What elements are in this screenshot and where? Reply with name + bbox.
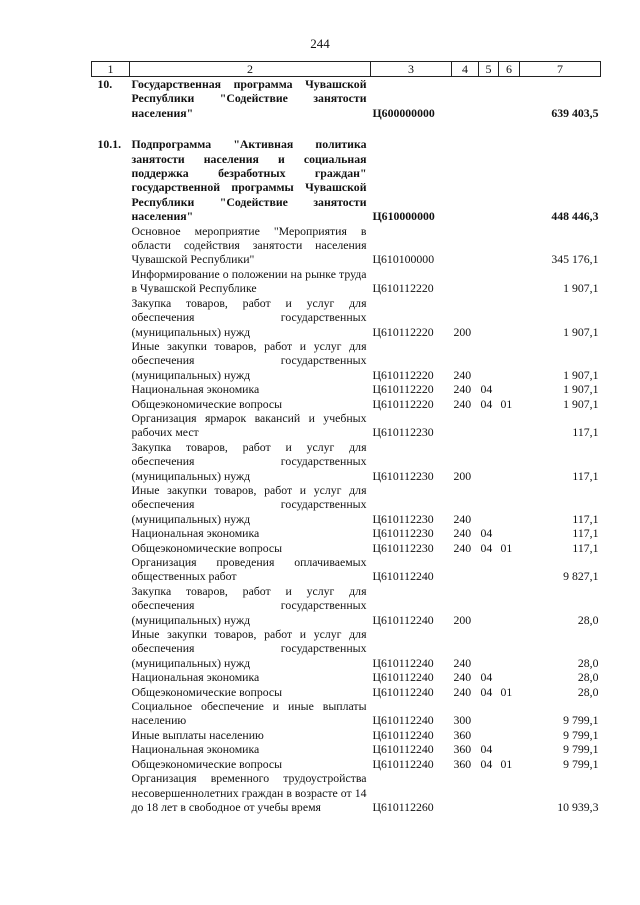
row-amount: 28,0 [577,684,599,699]
row-amount: 1 907,1 [563,367,599,382]
row-target-code: Ц610112230 [372,511,434,526]
row-target-code: Ц610112240 [372,612,434,627]
table-row [92,440,601,483]
row-subsection [499,584,520,627]
row-target-code: Ц610112220 [372,281,434,296]
row-section: 04 [480,396,493,411]
row-amount: 10 939,3 [557,799,599,814]
row-target-code: Ц610112240 [372,569,434,584]
row-target-code: Ц610112230 [372,540,434,555]
row-target-code: Ц610112220 [372,324,434,339]
row-number [92,411,130,440]
row-subsection [499,267,520,296]
row-amount: 9 799,1 [563,756,599,771]
table-row [92,728,601,742]
row-amount: 28,0 [577,612,599,627]
row-section: 04 [480,670,493,685]
row-amount: 28,0 [577,670,599,685]
row-number [92,584,130,627]
row-section [479,267,499,296]
table-row [92,526,601,540]
row-target-code: Ц610112260 [372,799,434,814]
row-amount: 345 176,1 [551,252,599,267]
row-number [92,440,130,483]
row-number [92,699,130,728]
table-header [92,62,601,77]
row-expense-type [452,224,479,267]
row-number [92,670,130,684]
row-name: Иные закупки товаров, работ и услуг для обеспечения государственных (муниципальных) нужд [131,338,367,382]
row-target-code: Ц610112230 [372,425,434,440]
row-amount: 117,1 [572,468,599,483]
row-target-code: Ц610112230 [372,526,434,541]
row-expense-type: 240 [453,670,472,685]
row-name: Общеэкономические вопросы [131,756,283,771]
row-subsection [499,728,520,742]
row-name: Общеэкономические вопросы [131,540,283,555]
header-col-5: 5 [479,62,499,77]
row-target-code: Ц610112240 [372,742,434,757]
row-subsection: 01 [500,756,513,771]
row-target-code: Ц610112220 [372,382,434,397]
row-subsection [499,296,520,339]
row-section: 04 [480,526,493,541]
table-row [92,120,601,223]
row-name: Национальная экономика [131,382,260,397]
row-target-code: Ц610112240 [372,756,434,771]
table-row [92,555,601,584]
table-row [92,541,601,555]
row-subsection [499,526,520,540]
row-section: 04 [480,382,493,397]
row-section [479,77,499,121]
row-name: Национальная экономика [131,670,260,685]
row-section [479,728,499,742]
row-expense-type: 200 [453,468,472,483]
row-subsection [499,77,520,121]
table-row [92,483,601,526]
row-target-code: Ц610112230 [372,468,434,483]
table-row [92,771,601,814]
row-number [92,483,130,526]
row-expense-type: 240 [453,367,472,382]
row-subsection [499,483,520,526]
row-expense-type [452,411,479,440]
row-expense-type: 200 [453,612,472,627]
row-section: 04 [480,540,493,555]
row-name: Общеэкономические вопросы [131,396,283,411]
row-subsection [499,224,520,267]
row-number [92,728,130,742]
row-number [92,397,130,411]
row-name: Организация временного трудоустройства несовершеннолетних граждан в возрасте от 14 до 18 лет в свободное от учебы время [131,771,367,814]
row-amount: 117,1 [572,526,599,541]
row-section [479,339,499,382]
header-col-3: 3 [371,62,452,77]
table-row [92,584,601,627]
row-name: Государственная программа Чувашской Республики "Содействие занятости населения" [131,77,367,120]
row-number [92,771,130,814]
row-name: Информирование о положении на рынке труда в Чувашской Республике [131,266,367,296]
row-number [92,685,130,699]
row-number [92,267,130,296]
budget-table-container [91,61,600,814]
row-subsection [499,699,520,728]
row-section: 04 [480,756,493,771]
row-expense-type: 360 [453,756,472,771]
table-body [92,77,601,815]
row-target-code: Ц600000000 [372,105,435,120]
row-expense-type: 300 [453,713,472,728]
table-row [92,742,601,756]
row-amount: 1 907,1 [563,281,599,296]
row-target-code: Ц610112240 [372,684,434,699]
row-name: Иные закупки товаров, работ и услуг для обеспечения государственных (муниципальных) нужд [131,627,367,670]
row-number [92,742,130,756]
row-section: 04 [480,684,493,699]
row-section [479,411,499,440]
row-number: 10. [97,77,113,91]
row-name: Основное мероприятие "Мероприятия в области содействия занятости населения Чувашской Республики" [131,223,367,267]
row-expense-type [452,771,479,814]
table-row [92,627,601,670]
table-row [92,339,601,382]
row-amount: 117,1 [572,425,599,440]
row-name: Социальное обеспечение и иные выплаты населению [131,699,367,728]
row-name: Организация проведения оплачиваемых общественных работ [131,555,367,584]
table-row [92,670,601,684]
row-expense-type: 240 [453,382,472,397]
row-amount: 9 799,1 [563,713,599,728]
table-row [92,411,601,440]
row-section [479,555,499,584]
row-target-code: Ц610000000 [372,209,435,224]
row-section [479,440,499,483]
row-name: Иные закупки товаров, работ и услуг для обеспечения государственных (муниципальных) нужд [131,482,367,526]
row-amount: 28,0 [577,655,599,670]
row-subsection [499,742,520,756]
row-amount: 9 827,1 [563,569,599,584]
row-expense-type [452,77,479,121]
row-section [479,627,499,670]
header-col-6: 6 [499,62,520,77]
row-target-code: Ц610112240 [372,727,434,742]
row-subsection [499,339,520,382]
table-row [92,685,601,699]
row-section [479,771,499,814]
header-col-4: 4 [452,62,479,77]
row-expense-type: 200 [453,324,472,339]
table-row [92,296,601,339]
row-expense-type: 240 [453,655,472,670]
row-subsection [499,670,520,684]
row-expense-type: 240 [453,526,472,541]
row-section [479,120,499,223]
row-number [92,757,130,771]
row-target-code: Ц610112220 [372,396,434,411]
row-subsection [499,555,520,584]
row-target-code: Ц610112240 [372,713,434,728]
row-subsection [499,440,520,483]
row-subsection [499,771,520,814]
row-target-code: Ц610112240 [372,655,434,670]
row-number [92,382,130,396]
row-amount: 639 403,5 [551,105,599,120]
row-target-code: Ц610112220 [372,367,434,382]
table-row [92,267,601,296]
row-subsection [499,627,520,670]
row-name: Закупка товаров, работ и услуг для обеспечения государственных (муниципальных) нужд [131,295,367,339]
table-row [92,77,601,121]
row-expense-type: 360 [453,742,472,757]
row-expense-type [452,267,479,296]
row-expense-type: 240 [453,511,472,526]
row-expense-type [452,555,479,584]
row-amount: 117,1 [572,540,599,555]
row-section [479,483,499,526]
row-section: 04 [480,742,493,757]
header-col-7: 7 [520,62,601,77]
row-amount: 448 446,3 [551,209,599,224]
row-expense-type: 240 [453,396,472,411]
row-subsection [499,382,520,396]
row-expense-type [452,120,479,223]
table-row [92,699,601,728]
row-number [92,627,130,670]
row-expense-type: 240 [453,540,472,555]
table-row [92,224,601,267]
row-number [92,339,130,382]
budget-table [91,61,601,814]
row-section [479,296,499,339]
row-amount: 1 907,1 [563,396,599,411]
row-section [479,699,499,728]
row-number [92,555,130,584]
row-number [92,541,130,555]
row-name: Общеэкономические вопросы [131,684,283,699]
row-subsection [499,120,520,223]
row-section [479,224,499,267]
row-number [92,224,130,267]
row-amount: 1 907,1 [563,324,599,339]
row-subsection: 01 [500,684,513,699]
table-row [92,382,601,396]
table-row [92,397,601,411]
table-row [92,757,601,771]
row-subsection: 01 [500,540,513,555]
row-target-code: Ц610100000 [372,252,435,267]
row-expense-type: 360 [453,727,472,742]
row-name: Подпрограмма "Активная политика занятости населения и социальная поддержка безработных граждан" государственной программы Чувашской Республики "Содействие занятости населения" [131,137,367,224]
row-number [92,296,130,339]
row-amount: 117,1 [572,511,599,526]
row-target-code: Ц610112240 [372,670,434,685]
row-name: Национальная экономика [131,526,260,541]
header-col-1: 1 [92,62,130,77]
row-amount: 1 907,1 [563,382,599,397]
row-amount: 9 799,1 [563,727,599,742]
row-subsection: 01 [500,396,513,411]
row-name: Национальная экономика [131,742,260,757]
row-name: Иные выплаты населению [131,727,264,742]
row-amount: 9 799,1 [563,742,599,757]
page-number: 244 [310,36,330,51]
row-number: 10.1. [97,137,122,152]
row-name: Закупка товаров, работ и услуг для обеспечения государственных (муниципальных) нужд [131,583,367,627]
row-expense-type: 240 [453,684,472,699]
header-col-2: 2 [130,62,371,77]
row-section [479,584,499,627]
row-subsection [499,411,520,440]
row-name: Организация ярмарок вакансий и учебных рабочих мест [131,410,367,440]
row-number [92,526,130,540]
row-name: Закупка товаров, работ и услуг для обеспечения государственных (муниципальных) нужд [131,439,367,483]
